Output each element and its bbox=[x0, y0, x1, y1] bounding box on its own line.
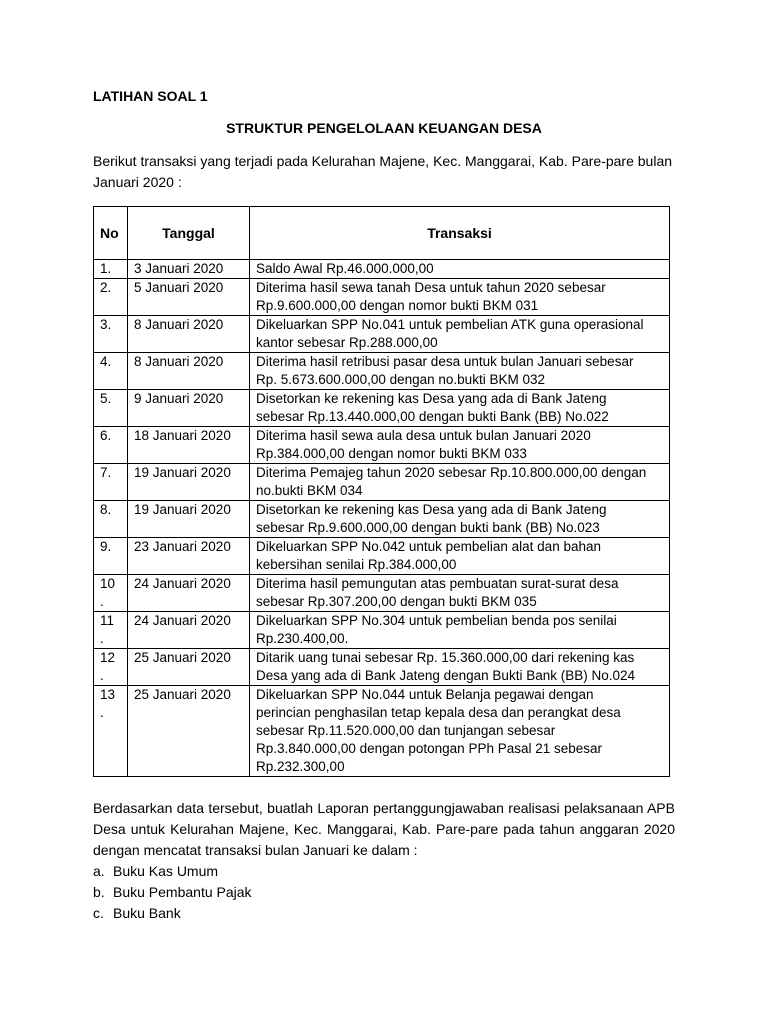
transaction-line: Diterima hasil sewa aula desa untuk bulan Januari 2020 bbox=[256, 428, 591, 443]
table-row bbox=[94, 353, 670, 390]
table-row bbox=[94, 464, 670, 501]
cell-date: 3 Januari 2020 bbox=[128, 260, 250, 279]
cell-no: 6. bbox=[94, 427, 128, 464]
transaction-line: Rp.9.600.000,00 dengan nomor bukti BKM 031 bbox=[256, 298, 539, 313]
cell-date: 8 Januari 2020 bbox=[128, 316, 250, 353]
header-date: Tanggal bbox=[128, 207, 250, 260]
transaction-line: Ditarik uang tunai sebesar Rp. 15.360.000,00 dari rekening kas bbox=[256, 650, 635, 665]
transaction-line: Diterima hasil sewa tanah Desa untuk tahun 2020 sebesar bbox=[256, 280, 606, 295]
cell-transaction bbox=[250, 316, 670, 353]
transaction-line: kantor sebesar Rp.288.000,00 bbox=[256, 335, 438, 350]
task-text: Buku Kas Umum bbox=[113, 863, 219, 879]
table-row bbox=[94, 538, 670, 575]
transaction-line: Rp. 5.673.600.000,00 dengan no.bukti BKM 032 bbox=[256, 372, 545, 387]
transaction-line: Rp.3.840.000,00 dengan potongan PPh Pasal 21 sebesar bbox=[256, 741, 603, 756]
transaction-line: perincian penghasilan tetap kepala desa dan perangkat desa bbox=[256, 705, 621, 720]
cell-no: 11 . bbox=[94, 612, 128, 649]
cell-transaction bbox=[250, 260, 670, 279]
cell-no: 10 . bbox=[94, 575, 128, 612]
transaction-line: sebesar Rp.11.520.000,00 dan tunjangan sebesar bbox=[256, 723, 556, 738]
cell-transaction bbox=[250, 575, 670, 612]
transaction-line: Disetorkan ke rekening kas Desa yang ada di Bank Jateng bbox=[256, 502, 607, 517]
table-row bbox=[94, 612, 670, 649]
transactions-table bbox=[93, 206, 670, 777]
cell-transaction bbox=[250, 501, 670, 538]
cell-date: 18 Januari 2020 bbox=[128, 427, 250, 464]
cell-date: 25 Januari 2020 bbox=[128, 686, 250, 777]
transaction-line: sebesar Rp.9.600.000,00 dengan bukti bank (BB) No.023 bbox=[256, 520, 600, 535]
transaction-line: Rp.230.400,00. bbox=[256, 631, 349, 646]
cell-date: 19 Januari 2020 bbox=[128, 464, 250, 501]
cell-transaction bbox=[250, 612, 670, 649]
task-item bbox=[93, 882, 252, 903]
transaction-line: Disetorkan ke rekening kas Desa yang ada di Bank Jateng bbox=[256, 391, 607, 406]
header-transaction: Transaksi bbox=[250, 207, 670, 260]
transaction-line: Dikeluarkan SPP No.044 untuk Belanja pegawai dengan bbox=[256, 687, 594, 702]
header-no: No bbox=[94, 207, 128, 260]
cell-date: 25 Januari 2020 bbox=[128, 649, 250, 686]
intro-paragraph: Berikut transaksi yang terjadi pada Kelurahan Majene, Kec. Manggarai, Kab. Pare-pare bulan Januari 2020 : bbox=[93, 153, 673, 190]
cell-date: 24 Januari 2020 bbox=[128, 575, 250, 612]
table-header-row bbox=[94, 207, 670, 260]
cell-date: 19 Januari 2020 bbox=[128, 501, 250, 538]
task-marker: c. bbox=[93, 905, 104, 921]
cell-no: 3. bbox=[94, 316, 128, 353]
task-marker: a. bbox=[93, 863, 105, 879]
exercise-heading: LATIHAN SOAL 1 bbox=[93, 88, 208, 104]
transaction-line: Diterima hasil retribusi pasar desa untuk bulan Januari sebesar bbox=[256, 354, 634, 369]
cell-transaction bbox=[250, 464, 670, 501]
cell-transaction bbox=[250, 427, 670, 464]
cell-transaction bbox=[250, 686, 670, 777]
table-row bbox=[94, 575, 670, 612]
transaction-line: Diterima Pemajeg tahun 2020 sebesar Rp.10.800.000,00 dengan bbox=[256, 465, 647, 480]
transaction-line: Rp.384.000,00 dengan nomor bukti BKM 033 bbox=[256, 446, 527, 461]
cell-no: 4. bbox=[94, 353, 128, 390]
table-row bbox=[94, 279, 670, 316]
transaction-line: Desa yang ada di Bank Jateng dengan Bukti Bank (BB) No.024 bbox=[256, 668, 635, 683]
document-title: STRUKTUR PENGELOLAAN KEUANGAN DESA bbox=[226, 120, 542, 136]
cell-no: 1. bbox=[94, 260, 128, 279]
table-body bbox=[94, 260, 670, 777]
cell-no: 7. bbox=[94, 464, 128, 501]
cell-transaction bbox=[250, 279, 670, 316]
transaction-line: Dikeluarkan SPP No.042 untuk pembelian alat dan bahan bbox=[256, 539, 601, 554]
task-item bbox=[93, 903, 252, 924]
transaction-line: kebersihan senilai Rp.384.000,00 bbox=[256, 557, 457, 572]
transaction-line: Saldo Awal Rp.46.000.000,00 bbox=[256, 261, 434, 276]
cell-transaction bbox=[250, 538, 670, 575]
table-row bbox=[94, 649, 670, 686]
instruction-paragraph: Berdasarkan data tersebut, buatlah Laporan pertanggungjawaban realisasi pelaksanaan APB Desa untuk Kelurahan Majene, Kec. Manggarai, Kab. Pare-pare pada tahun anggaran 2020 dengan mencatat transaksi bulan Januari ke dalam : bbox=[93, 800, 675, 858]
transaction-line: Diterima hasil pemungutan atas pembuatan surat-surat desa bbox=[256, 576, 619, 591]
cell-no: 13 . bbox=[94, 686, 128, 777]
table-row bbox=[94, 390, 670, 427]
cell-transaction bbox=[250, 649, 670, 686]
table-row bbox=[94, 686, 670, 777]
cell-transaction bbox=[250, 353, 670, 390]
cell-no: 2. bbox=[94, 279, 128, 316]
table-row bbox=[94, 427, 670, 464]
cell-no: 8. bbox=[94, 501, 128, 538]
cell-date: 23 Januari 2020 bbox=[128, 538, 250, 575]
cell-date: 9 Januari 2020 bbox=[128, 390, 250, 427]
transaction-line: Rp.232.300,00 bbox=[256, 759, 345, 774]
transaction-line: Dikeluarkan SPP No.304 untuk pembelian benda pos senilai bbox=[256, 613, 617, 628]
cell-no: 9. bbox=[94, 538, 128, 575]
transaction-line: sebesar Rp.307.200,00 dengan bukti BKM 035 bbox=[256, 594, 537, 609]
task-text: Buku Bank bbox=[113, 905, 181, 921]
task-marker: b. bbox=[93, 884, 105, 900]
cell-date: 5 Januari 2020 bbox=[128, 279, 250, 316]
cell-transaction bbox=[250, 390, 670, 427]
task-text: Buku Pembantu Pajak bbox=[113, 884, 252, 900]
task-item bbox=[93, 861, 252, 882]
transaction-line: sebesar Rp.13.440.000,00 dengan bukti Bank (BB) No.022 bbox=[256, 409, 609, 424]
cell-date: 24 Januari 2020 bbox=[128, 612, 250, 649]
table-row bbox=[94, 260, 670, 279]
transaction-line: no.bukti BKM 034 bbox=[256, 483, 363, 498]
transaction-line: Dikeluarkan SPP No.041 untuk pembelian ATK guna operasional bbox=[256, 317, 644, 332]
cell-no: 5. bbox=[94, 390, 128, 427]
table-row bbox=[94, 501, 670, 538]
table-row bbox=[94, 316, 670, 353]
task-list bbox=[93, 861, 252, 924]
cell-no: 12 . bbox=[94, 649, 128, 686]
cell-date: 8 Januari 2020 bbox=[128, 353, 250, 390]
